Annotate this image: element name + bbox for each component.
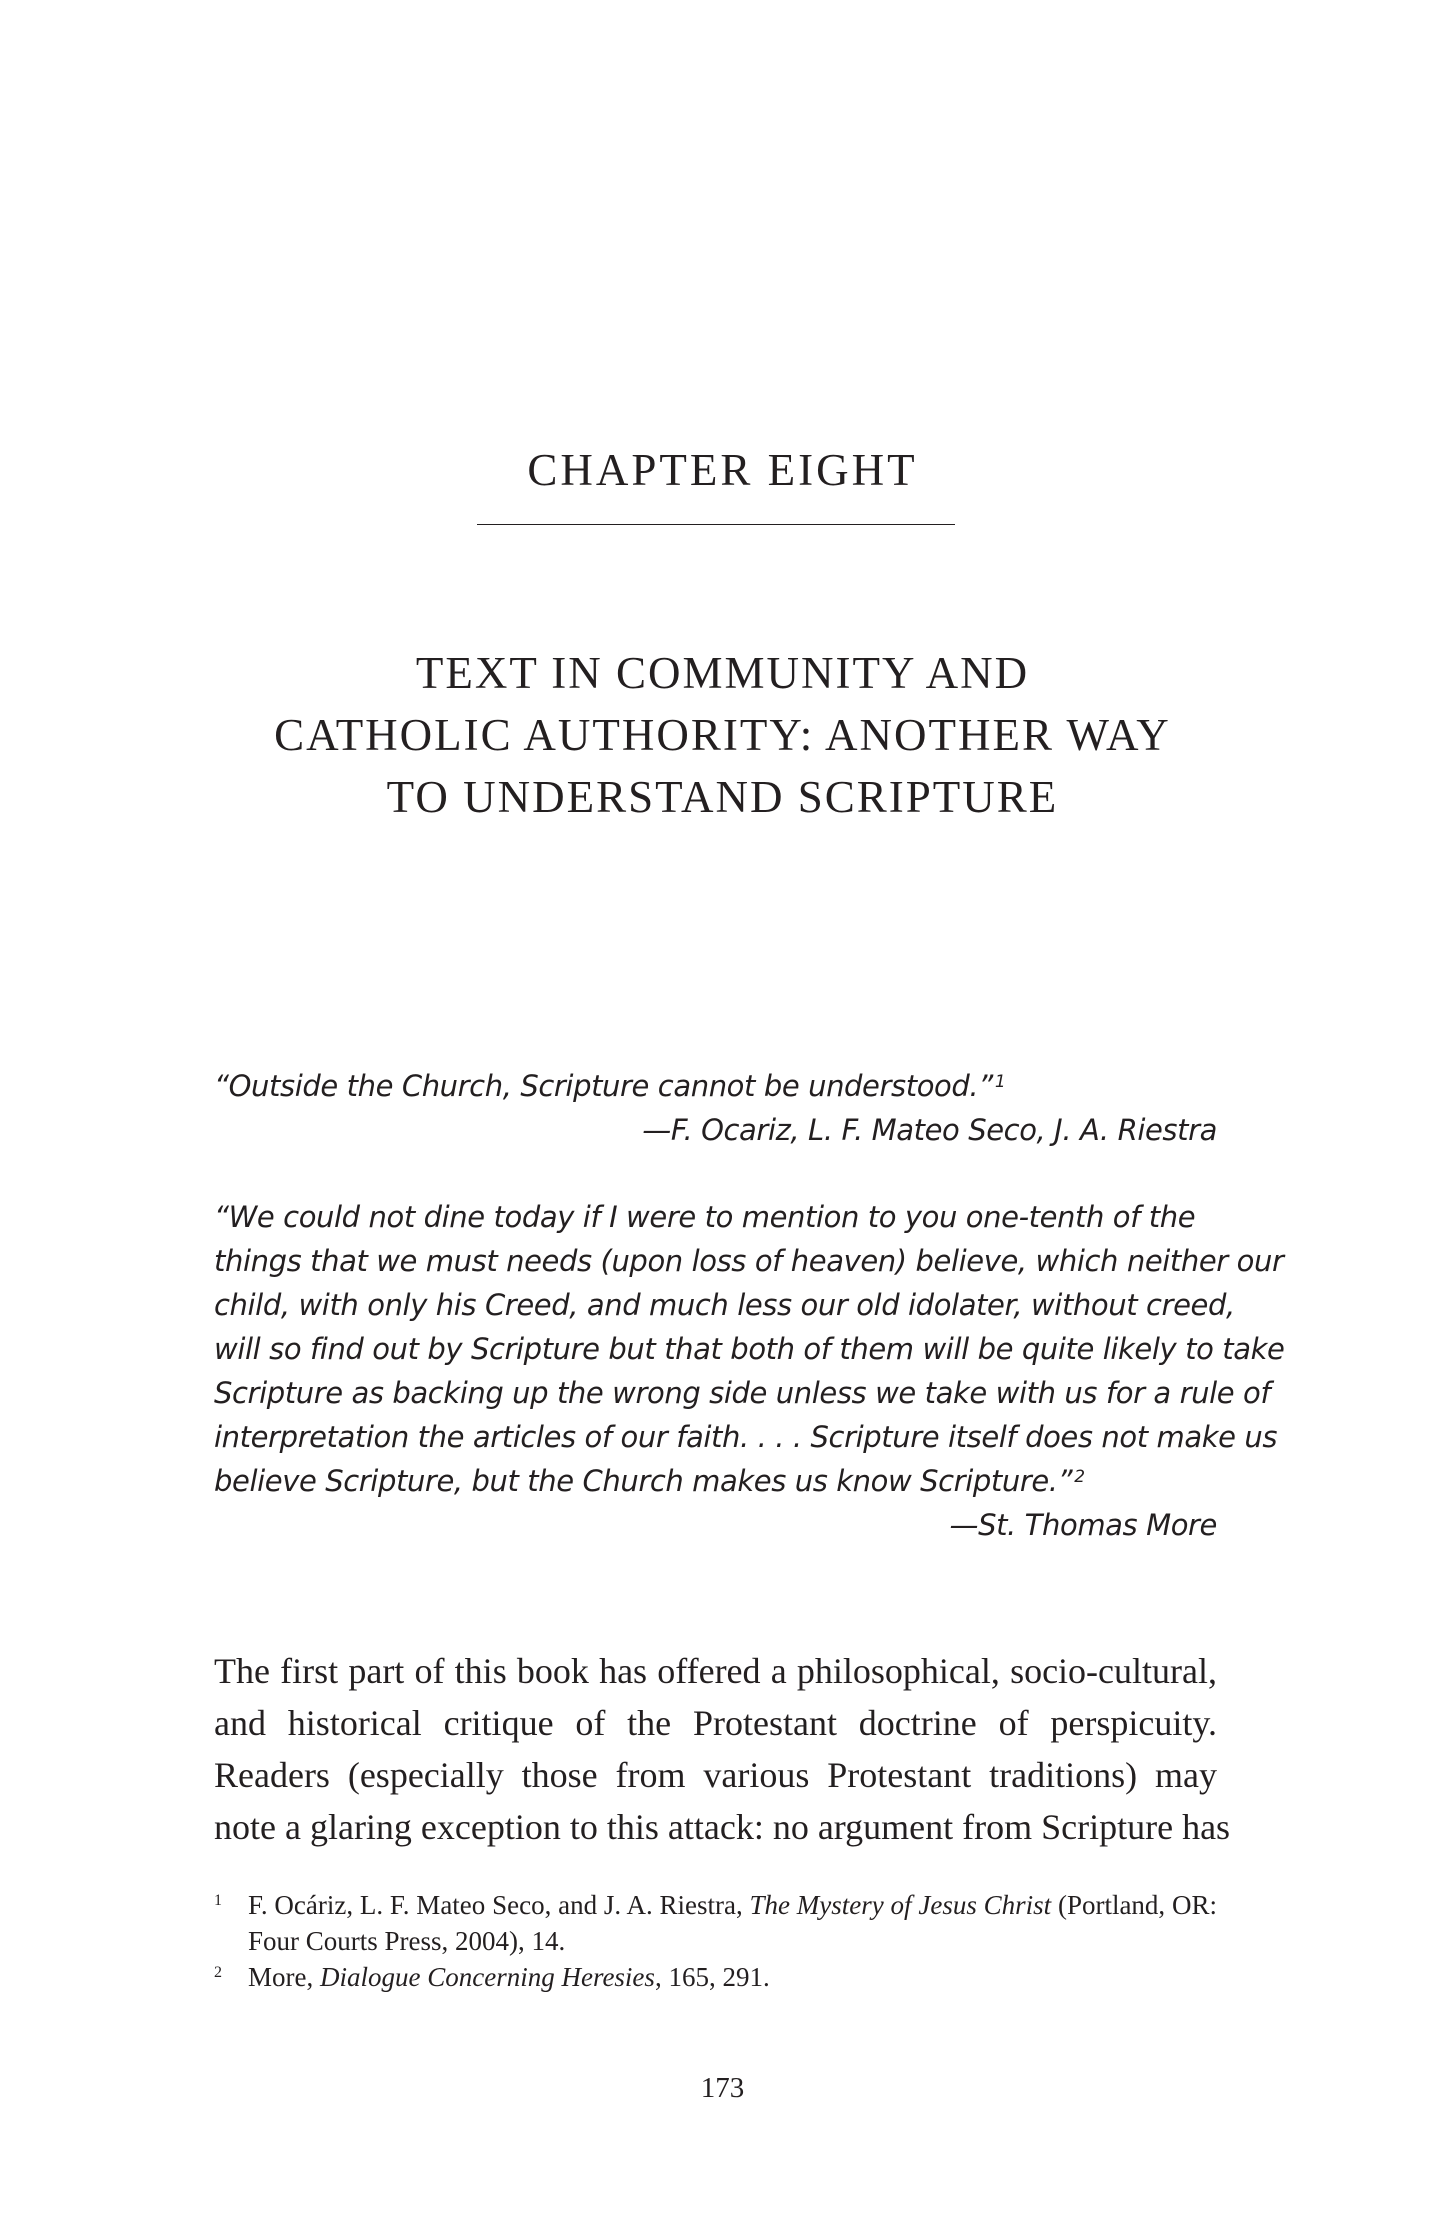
footnote-1 bbox=[214, 1887, 1217, 1959]
chapter-title-line: TEXT IN COMMUNITY AND bbox=[415, 648, 1030, 698]
epigraph-quote-text: “Outside the Church, Scripture cannot be understood.” bbox=[214, 1069, 993, 1103]
chapter-title-line: TO UNDERSTAND SCRIPTURE bbox=[386, 772, 1059, 822]
footnote-2 bbox=[214, 1959, 1217, 1995]
epigraph-more bbox=[214, 1195, 1285, 1547]
epigraph-attribution: —St. Thomas More bbox=[949, 1508, 1217, 1542]
chapter-title-line: CATHOLIC AUTHORITY: ANOTHER WAY bbox=[274, 710, 1171, 760]
epigraph-quote-line bbox=[214, 1459, 1217, 1503]
footnote-text: F. Ocáriz, L. F. Mateo Seco, and J. A. Riestra, bbox=[248, 1890, 750, 1920]
epigraph-quote-line: child, with only his Creed, and much less our old idolater, without creed, bbox=[214, 1288, 1235, 1322]
epigraph-quote-line bbox=[214, 1064, 1217, 1108]
footnote-text: , 165, 291. bbox=[654, 1962, 770, 1992]
epigraph-quote-line: “We could not dine today if I were to mention to you one-tenth of the bbox=[214, 1200, 1196, 1234]
footnote-line bbox=[248, 1887, 1217, 1923]
footnotes bbox=[214, 1887, 1217, 1995]
chapter-divider bbox=[477, 524, 955, 525]
body-line: Readers (especially those from various Protestant traditions) may bbox=[214, 1755, 1217, 1795]
body-paragraph bbox=[214, 1645, 1231, 1853]
body-line: and historical critique of the Protestant doctrine of perspicuity. bbox=[214, 1703, 1217, 1743]
page-number: 173 bbox=[700, 2072, 745, 2104]
body-line: The first part of this book has offered a philosophical, socio-cultural, bbox=[214, 1651, 1217, 1691]
epigraph-ocariz bbox=[214, 1064, 1217, 1152]
footnote-line bbox=[248, 1959, 1217, 1995]
footnote-mark: 2 bbox=[214, 1964, 222, 1981]
body-line: note a glaring exception to this attack: no argument from Scripture has bbox=[214, 1807, 1231, 1847]
footnote-book-title: The Mystery of Jesus Christ bbox=[749, 1890, 1052, 1920]
epigraph-quote-line: interpretation the articles of our faith. . . . Scripture itself does not make us bbox=[214, 1420, 1278, 1454]
footnote-book-title: Dialogue Concerning Heresies bbox=[319, 1962, 655, 1992]
chapter-label: CHAPTER EIGHT bbox=[527, 445, 918, 495]
epigraph-quote-line: will so find out by Scripture but that both of them will be quite likely to take bbox=[214, 1332, 1285, 1366]
footnote-text: (Portland, OR: bbox=[1051, 1890, 1217, 1920]
footnote-mark: 1 bbox=[214, 1892, 222, 1909]
epigraph-quote-line: things that we must needs (upon loss of heaven) believe, which neither our bbox=[214, 1244, 1284, 1278]
epigraph-quote-text: believe Scripture, but the Church makes us know Scripture.” bbox=[214, 1464, 1073, 1498]
footnote-text: More, bbox=[248, 1962, 320, 1992]
footnote-line: Four Courts Press, 2004), 14. bbox=[248, 1926, 566, 1956]
chapter-title bbox=[150, 642, 1295, 828]
footnote-ref: 2 bbox=[1074, 1467, 1085, 1487]
epigraph-attribution: —F. Ocariz, L. F. Mateo Seco, J. A. Riestra bbox=[642, 1113, 1217, 1147]
footnote-ref: 1 bbox=[994, 1072, 1006, 1092]
epigraph-quote-line: Scripture as backing up the wrong side unless we take with us for a rule of bbox=[214, 1376, 1271, 1410]
